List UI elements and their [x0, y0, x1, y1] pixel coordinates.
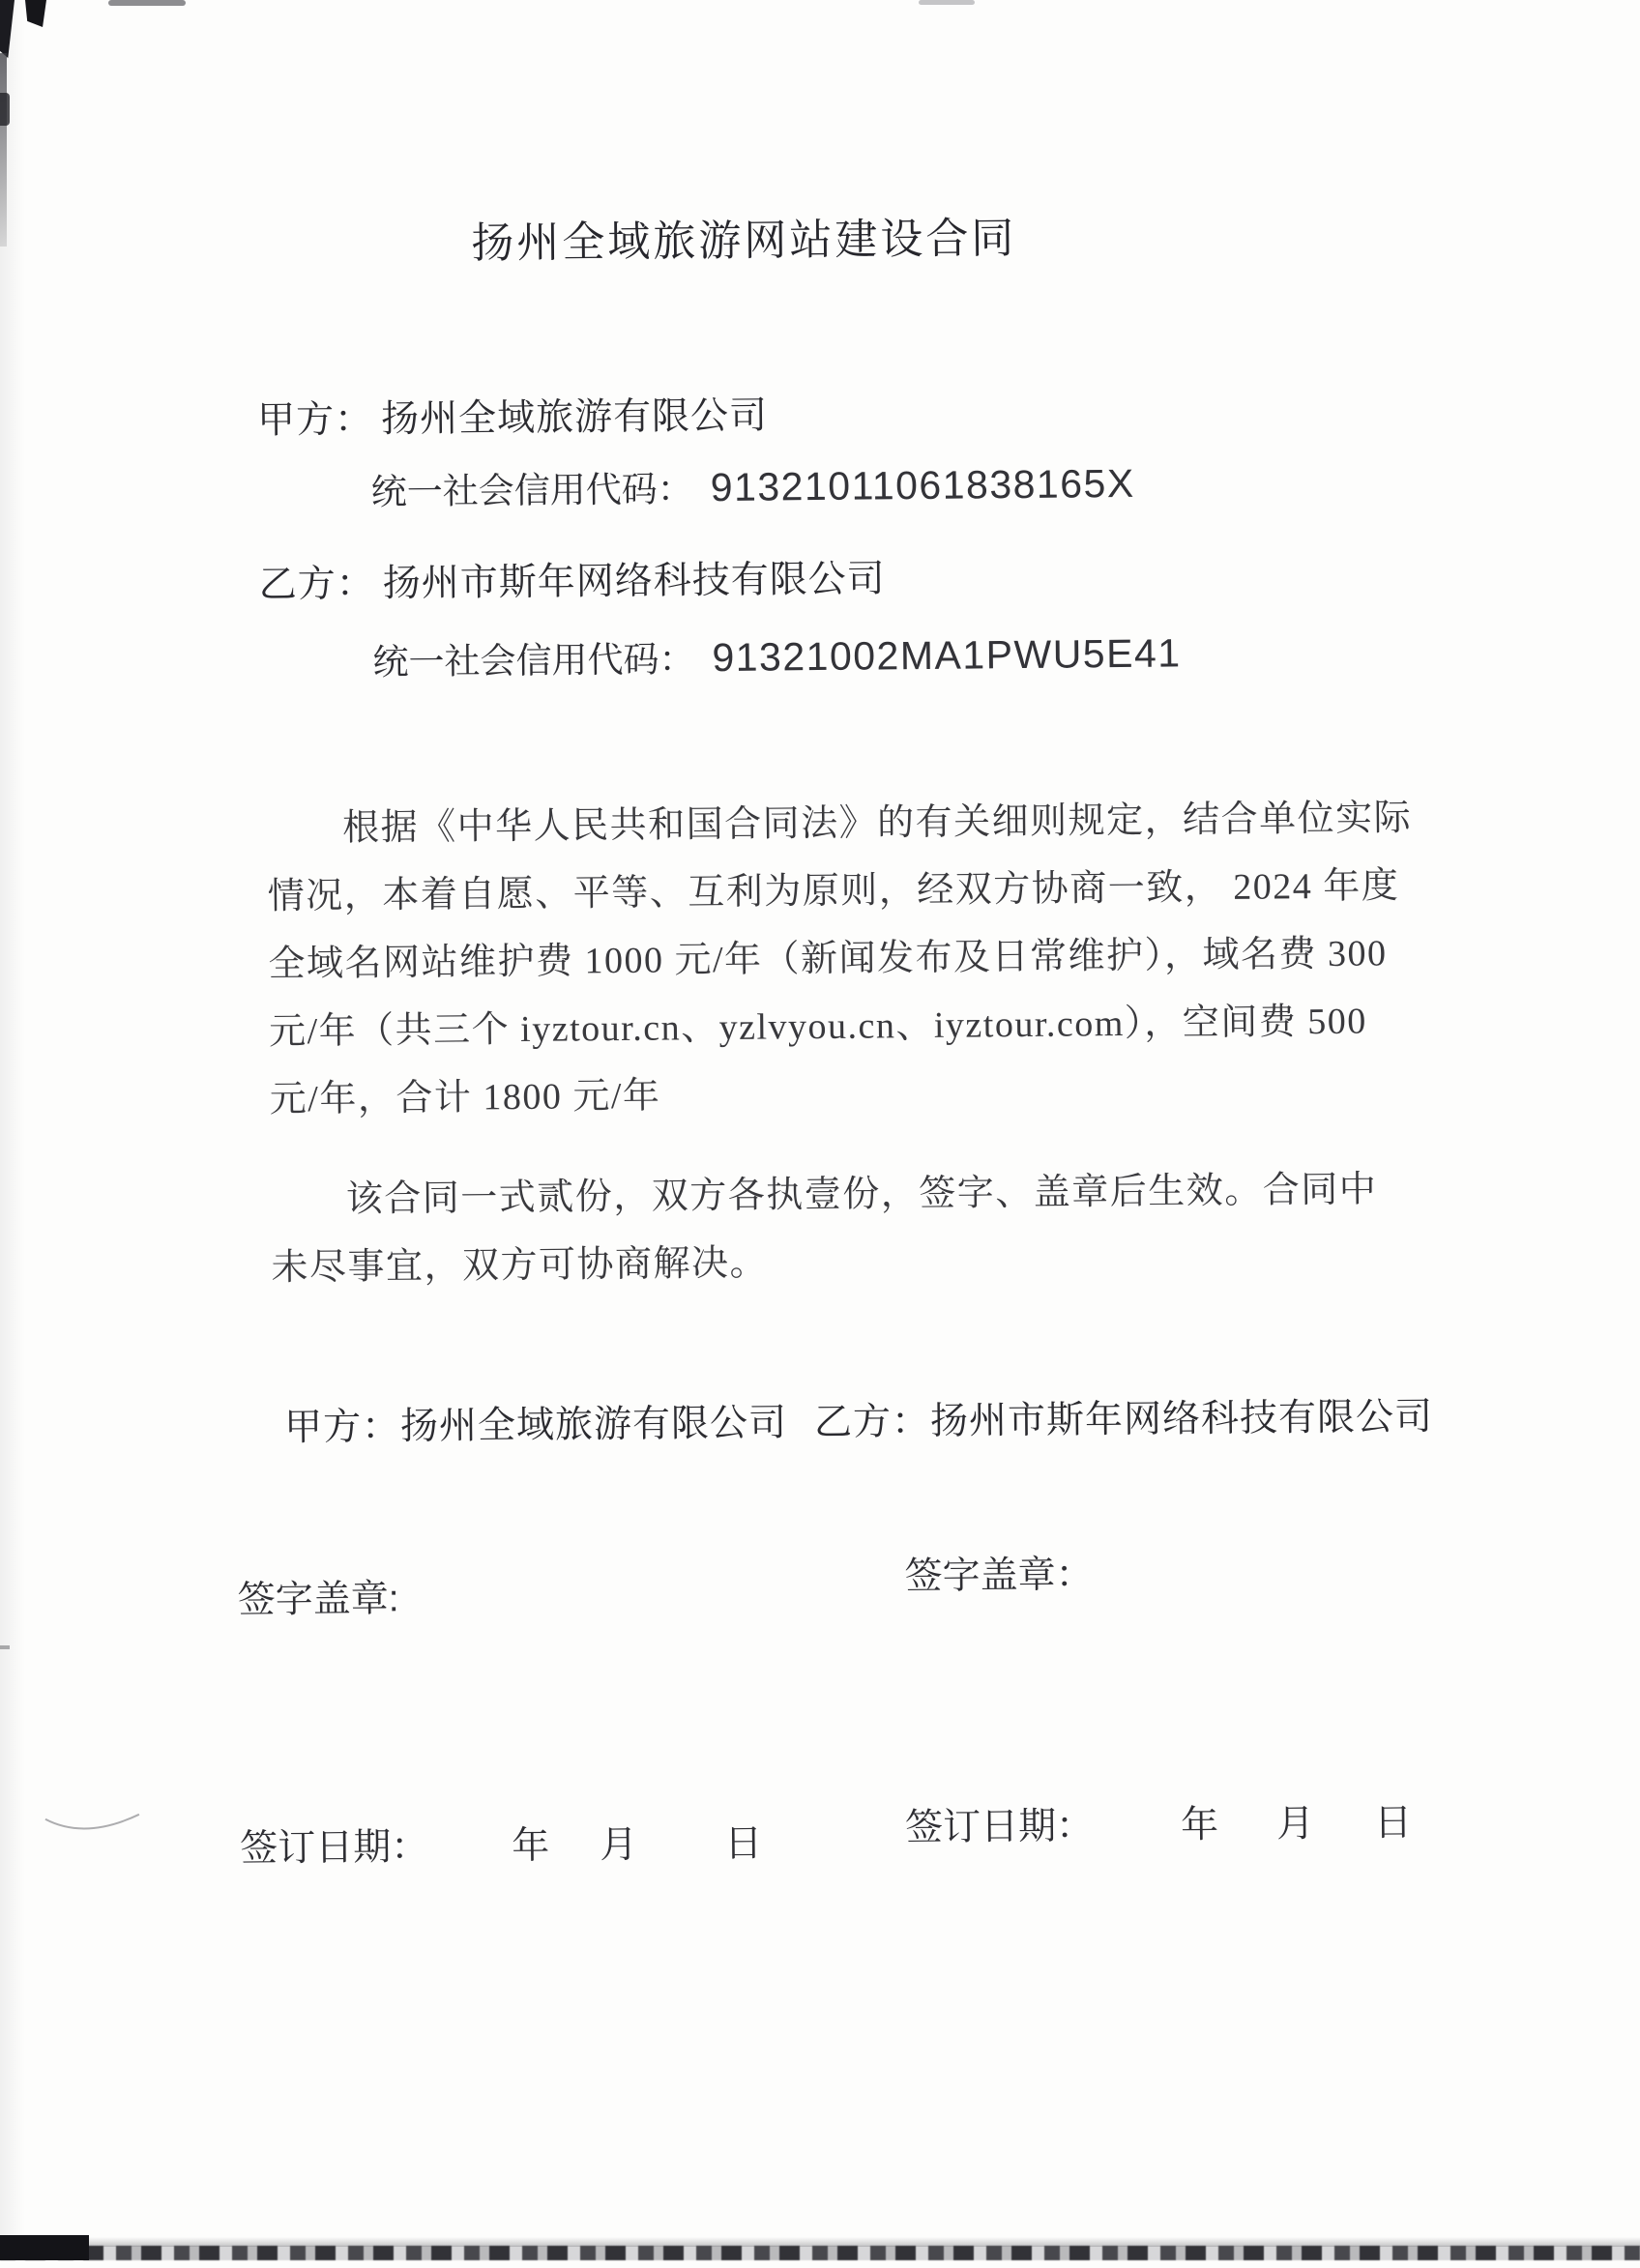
sign-seal-label-a: 签字盖章:	[237, 1578, 399, 1621]
party-a-credit-label: 统一社会信用代码：	[370, 469, 693, 512]
party-a-name: 扬州全域旅游有限公司	[380, 394, 769, 441]
party-b-line	[258, 548, 886, 608]
date-year-b: 年	[1180, 1804, 1219, 1846]
body-line: 未尽事宜，双方可协商解决。	[271, 1242, 769, 1289]
sign-date-line-b	[905, 1792, 1413, 1851]
sign-date-label-a: 签订日期：	[240, 1825, 429, 1870]
date-day-a: 日	[724, 1822, 763, 1866]
body-line: 该合同一式贰份，双方各执壹份，签字、盖章后生效。合同中	[345, 1169, 1378, 1220]
date-year-a: 年	[512, 1824, 550, 1868]
body-line: 元/年，合计 1800 元/年	[269, 1075, 661, 1120]
body-line: 根据《中华人民共和国合同法》的有关细则规定，结合单位实际	[341, 798, 1413, 849]
scan-artifact-top-mark	[108, 0, 186, 6]
date-month-a: 月	[600, 1823, 638, 1867]
party-b-credit-line	[372, 625, 1182, 684]
signature-party-a: 甲方：扬州全域旅游有限公司	[283, 1402, 788, 1449]
party-a-line	[257, 386, 769, 445]
date-month-b: 月	[1275, 1803, 1315, 1846]
party-b-credit-code: 91321002MA1PWU5E41	[712, 630, 1182, 681]
body-line: 元/年（共三个 iyztour.cn、yzlvyou.cn、iyztour.com），空间费 500	[268, 1001, 1368, 1053]
contract-body	[267, 784, 1413, 1301]
signature-party-b: 乙方：扬州市斯年网络科技有限公司	[813, 1395, 1434, 1444]
party-a-credit-line	[370, 455, 1134, 515]
party-a-credit-code: 91321011061838165X	[710, 460, 1135, 510]
party-b-name: 扬州市斯年网络科技有限公司	[382, 558, 886, 605]
sign-seal-label-b: 签字盖章：	[904, 1554, 1094, 1598]
body-line: 全域名网站维护费 1000 元/年（新闻发布及日常维护），域名费 300	[268, 933, 1388, 985]
party-a-label: 甲方：	[256, 398, 374, 442]
party-b-label: 乙方：	[258, 563, 375, 606]
signature-parties-line	[284, 1386, 1434, 1451]
sign-date-line-a	[240, 1814, 763, 1873]
body-line: 情况，本着自愿、平等、互利为原则，经双方协商一致， 2024 年度	[267, 865, 1400, 917]
date-day-b: 日	[1373, 1802, 1413, 1845]
contract-title: 扬州全域旅游网站建设合同	[471, 215, 1017, 268]
scan-artifact-pen-curve	[43, 1805, 143, 1846]
sign-date-label-b: 签订日期：	[904, 1805, 1095, 1849]
party-b-credit-label: 统一社会信用代码：	[372, 639, 695, 683]
